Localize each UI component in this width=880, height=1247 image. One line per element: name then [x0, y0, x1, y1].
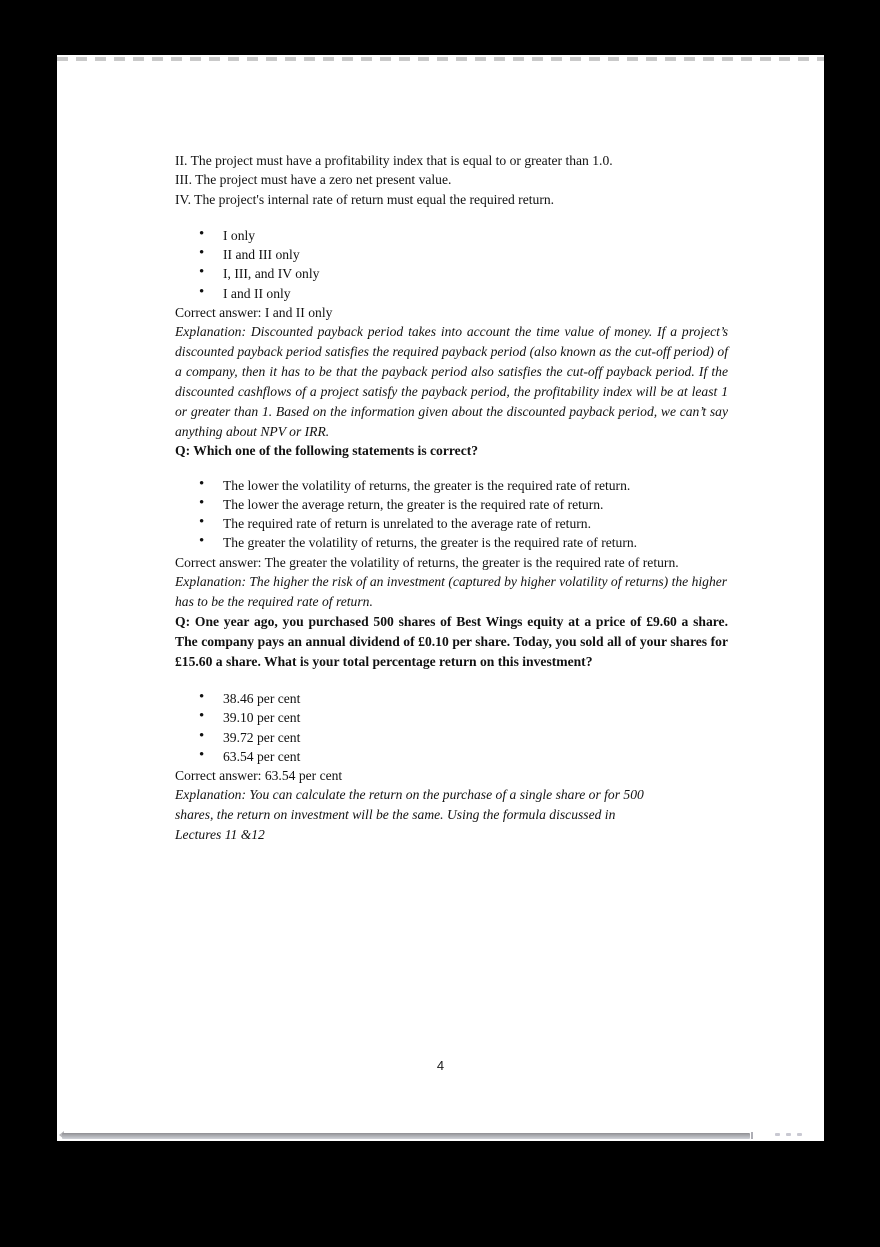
statement-line: III. The project must have a zero net present value. — [175, 172, 452, 188]
answer-options-list-q1 — [175, 226, 728, 303]
document-page — [57, 55, 824, 1141]
explanation-line: shares, the return on investment will be the same. Using the formula discussed in — [175, 807, 616, 823]
list-item — [175, 747, 728, 766]
list-item — [175, 689, 728, 708]
list-item — [175, 226, 728, 245]
option-text: 38.46 per cent — [223, 691, 301, 707]
option-text: The required rate of return is unrelated to the average rate of return. — [223, 516, 591, 532]
option-text: I and II only — [223, 285, 291, 301]
list-item — [175, 495, 728, 514]
statement-line: II. The project must have a profitability index that is equal to or greater than 1.0. — [175, 153, 613, 168]
correct-answer-q2: Correct answer: The greater the volatility of returns, the greater is the required rate of return. — [175, 554, 679, 570]
page-number-footer: 4 — [436, 1058, 445, 1073]
page-content — [57, 55, 824, 845]
correct-answer-q3: Correct answer: 63.54 per cent — [175, 768, 343, 784]
statement-line: IV. The project's internal rate of return must equal the required return. — [175, 191, 555, 207]
explanation-q2: Explanation: The higher the risk of an investment (captured by higher volatility of returns) the higher has to be the required rate of return. — [175, 573, 728, 609]
list-item — [175, 728, 728, 747]
option-text: The greater the volatility of returns, the greater is the required rate of return. — [223, 535, 638, 551]
scrollbar-end-cap — [751, 1132, 753, 1139]
list-item — [175, 533, 728, 552]
list-item — [175, 245, 728, 264]
option-text: The lower the volatility of returns, the greater is the required rate of return. — [223, 477, 631, 493]
correct-answer-q1: Correct answer: I and II only — [175, 304, 333, 320]
option-text: II and III only — [223, 247, 300, 263]
answer-options-list-q3 — [175, 689, 728, 766]
list-item — [175, 514, 728, 533]
option-text: 63.54 per cent — [223, 748, 301, 764]
option-text: The lower the average return, the greater is the required rate of return. — [223, 496, 604, 512]
option-text: 39.10 per cent — [223, 710, 301, 726]
horizontal-scrollbar[interactable] — [62, 1133, 750, 1139]
resize-grip-dots-icon — [775, 1133, 802, 1136]
explanation-q3 — [175, 785, 728, 845]
option-text: I only — [223, 227, 256, 243]
option-text: I, III, and IV only — [223, 266, 320, 282]
option-text: 39.72 per cent — [223, 729, 301, 745]
explanation-line: Explanation: You can calculate the return on the purchase of a single share or for 500 — [175, 787, 644, 803]
list-item — [175, 476, 728, 495]
question-heading-q2: Q: Which one of the following statements is correct? — [175, 443, 479, 459]
question-heading-q3: Q: One year ago, you purchased 500 shares of Best Wings equity at a price of £9.60 a share. The company pays an annual dividend of £0.10 per share. Today, you sold all of your shares for £15.60 a share. What is your total percentage return on this investment? — [175, 613, 728, 670]
list-item — [175, 284, 728, 303]
explanation-q1: Explanation: Discounted payback period takes into account the time value of money. If a project’s discounted payback period satisfies the required payback period (also known as the cut-off period) of a company, then it has to be that the payback period also satisfies the cut-off payback period. If the discounted cashflows of a project satisfy the payback period, the profitability index will be at least 1 or greater than 1. Based on the information given about the discounted payback period, we can’t say anything about NPV or IRR. — [175, 324, 728, 439]
list-item — [175, 708, 728, 727]
explanation-line: Lectures 11 &12 — [175, 827, 265, 843]
answer-options-list-q2 — [175, 476, 728, 553]
statement-roman-ii — [175, 151, 728, 209]
list-item — [175, 264, 728, 283]
